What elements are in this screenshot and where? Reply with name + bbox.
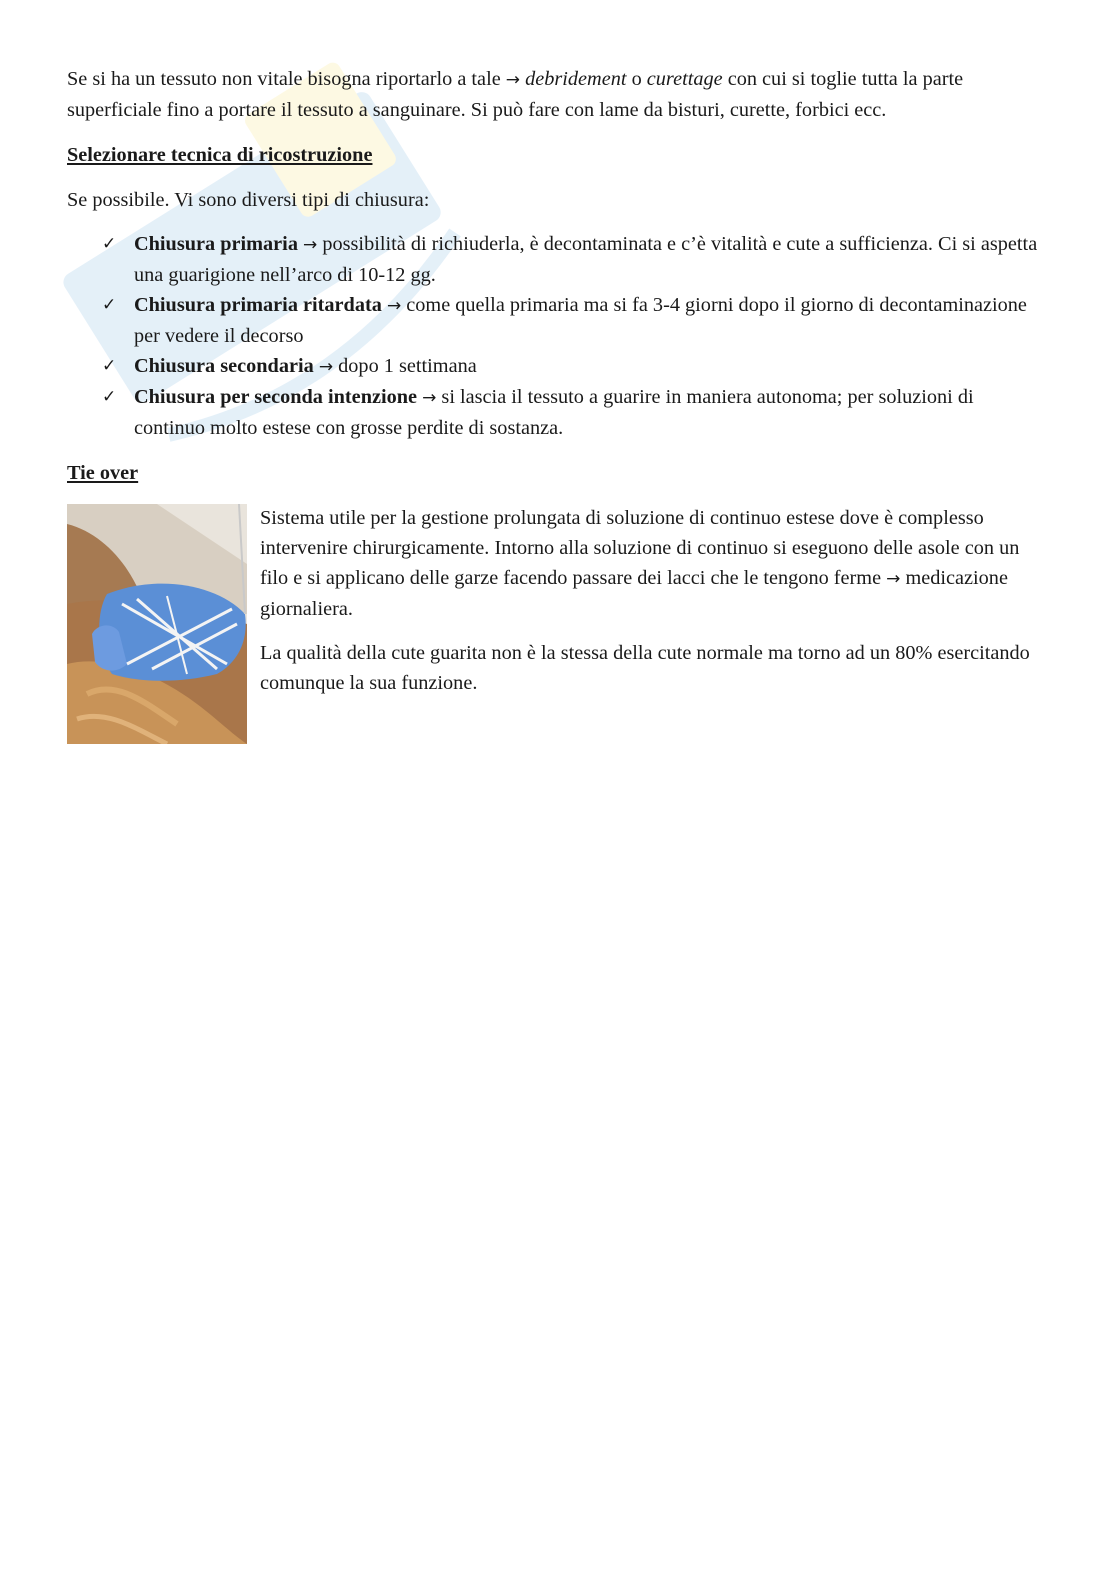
tie-over-paragraph-1 [260, 503, 1039, 624]
list-item [102, 290, 1039, 351]
closure-term: Chiusura per seconda intenzione [134, 386, 418, 408]
closure-desc: dopo 1 settimana [333, 355, 477, 377]
arrow-icon: → [505, 70, 521, 90]
checkmark-icon: ✓ [102, 356, 117, 376]
reconstruction-lead: Se possibile. Vi sono diversi tipi di chiusura: [67, 189, 430, 211]
list-item [102, 351, 1039, 382]
document-page [67, 64, 1039, 744]
tie-over-photo [67, 504, 247, 744]
intro-text-after: con cui si toglie tutta la parte superficiale fino a portare il tessuto a sanguinare. Si può fare con lame da bisturi, curette, forbici ecc. [67, 68, 964, 121]
closure-desc: possibilità di richiuderla, è decontaminata e c’è vitalità e cute a sufficienza. Ci si aspetta una guarigione nell’arco di 10-12 gg. [134, 233, 1038, 286]
arrow-icon: → [886, 569, 901, 589]
closure-desc: come quella primaria ma si fa 3-4 giorni dopo il giorno di decontaminazione per vedere il decorso [134, 294, 1027, 347]
heading-tie-over: Tie over [67, 462, 139, 484]
checkmark-icon: ✓ [102, 387, 117, 407]
closure-types-list [67, 229, 1039, 443]
bandaged-limb-image [67, 504, 247, 744]
heading-reconstruction: Selezionare tecnica di ricostruzione [67, 144, 373, 166]
closure-term: Chiusura primaria ritardata [134, 294, 382, 316]
tie-over-text [260, 503, 1039, 698]
tie-over-paragraph-2: La qualità della cute guarita non è la stessa della cute normale ma torno ad un 80% esercitando comunque la sua funzione. [260, 642, 1030, 694]
arrow-icon: → [318, 357, 334, 377]
closure-term: Chiusura primaria [134, 233, 298, 255]
tie-over-section [67, 503, 1039, 744]
intro-mid: o [626, 68, 647, 90]
arrow-icon: → [422, 388, 437, 408]
closure-desc: si lascia il tessuto a guarire in maniera autonoma; per soluzioni di continuo molto estese con grosse perdite di sostanza. [134, 386, 974, 439]
checkmark-icon: ✓ [102, 234, 117, 254]
tie-over-text-before: Sistema utile per la gestione prolungata di soluzione di continuo estese dove è complesso intervenire chirurgicamente. Intorno alla soluzione di continuo si eseguono delle asole con un filo e si applicano delle garze facendo passare dei lacci che le tengono ferme [260, 507, 1020, 589]
list-item [102, 229, 1039, 290]
term-debridement: debridement [525, 68, 627, 90]
tie-over-text-after: medicazione giornaliera. [260, 567, 1008, 620]
checkmark-icon: ✓ [102, 295, 117, 315]
intro-paragraph [67, 64, 1039, 125]
intro-text: Se si ha un tessuto non vitale bisogna riportarlo a tale [67, 68, 506, 90]
arrow-icon: → [303, 235, 318, 255]
list-item [102, 382, 1039, 443]
term-curettage: curettage [646, 68, 723, 90]
arrow-icon: → [386, 296, 402, 316]
closure-term: Chiusura secondaria [134, 355, 314, 377]
